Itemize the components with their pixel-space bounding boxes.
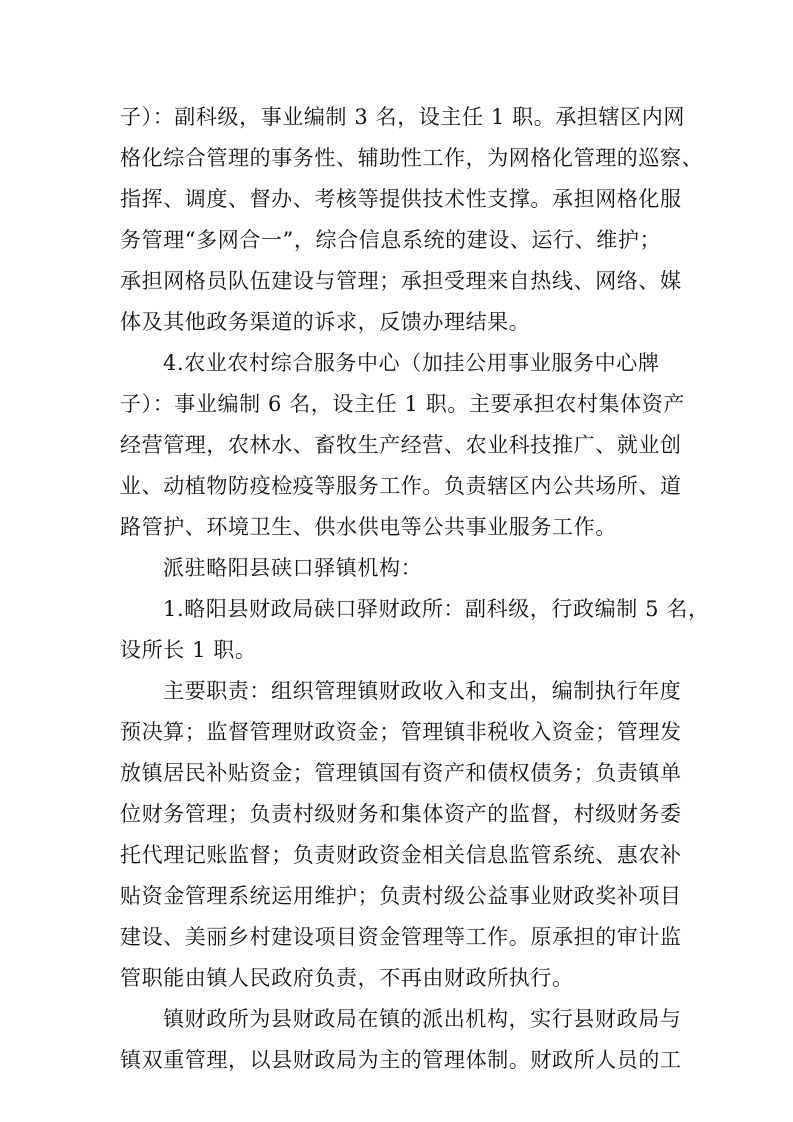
text-line: 业、动植物防疫检疫等服务工作。负责辖区内公共场所、道 — [120, 474, 682, 498]
text-line: 体及其他政务渠道的诉求，反馈办理结果。 — [120, 310, 531, 334]
text-line: 托代理记账监督；负责财政资金相关信息监管系统、惠农补 — [120, 843, 682, 867]
text-line: 建设、美丽乡村建设项目资金管理等工作。原承担的审计监 — [120, 925, 682, 949]
text-line: 子）：副科级，事业编制 3 名，设主任 1 职。承担辖区内网 — [120, 105, 685, 129]
text-line: 经营管理，农林水、畜牧生产经营、农业科技推广、就业创 — [120, 433, 682, 457]
text-line: 镇双重管理，以县财政局为主的管理体制。财政所人员的工 — [120, 1048, 682, 1072]
section-heading: 1.略阳县财政局硖口驿财政所：副科级，行政编制 5 名， — [163, 597, 710, 621]
text-line: 格化综合管理的事务性、辅助性工作，为网格化管理的巡察、 — [120, 146, 704, 170]
text-line: 预决算；监督管理财政资金；管理镇非税收入资金；管理发 — [120, 720, 682, 744]
text-line: 指挥、调度、督办、考核等提供技术性支撑。承担网格化服 — [120, 187, 682, 211]
text-line: 路管护、环境卫生、供水供电等公共事业服务工作。 — [120, 515, 617, 539]
text-line: 务管理“多网合一”，综合信息系统的建设、运行、维护； — [120, 228, 662, 252]
section-heading: 派驻略阳县硖口驿镇机构： — [163, 556, 423, 580]
text-line: 子）：事业编制 6 名，设主任 1 职。主要承担农村集体资产 — [120, 392, 685, 416]
text-line: 管职能由镇人民政府负责，不再由财政所执行。 — [120, 966, 574, 990]
text-line: 贴资金管理系统运用维护；负责村级公益事业财政奖补项目 — [120, 884, 682, 908]
paragraph-start: 主要职责：组织管理镇财政收入和支出，编制执行年度 — [163, 679, 682, 703]
text-line: 放镇居民补贴资金；管理镇国有资产和债权债务；负责镇单 — [120, 761, 682, 785]
text-line: 设所长 1 职。 — [120, 638, 257, 662]
text-line: 位财务管理；负责村级财务和集体资产的监督，村级财务委 — [120, 802, 682, 826]
section-heading: 4.农业农村综合服务中心（加挂公用事业服务中心牌 — [163, 351, 660, 375]
paragraph-start: 镇财政所为县财政局在镇的派出机构，实行县财政局与 — [163, 1007, 682, 1031]
text-line: 承担网格员队伍建设与管理；承担受理来自热线、网络、媒 — [120, 269, 682, 293]
